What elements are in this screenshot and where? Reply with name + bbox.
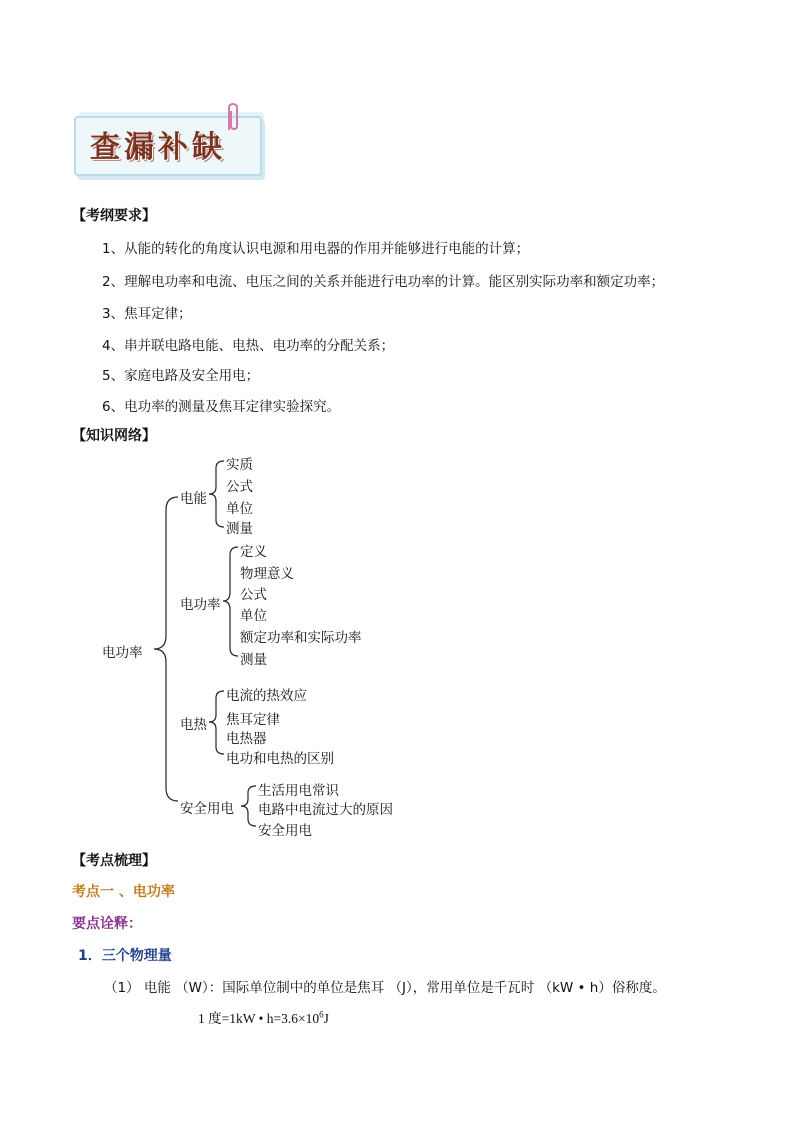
requirement-item: 6、电功率的测量及焦耳定律实验探究。 [102,399,341,415]
tree-leaf: 定义 [240,544,267,560]
banner-title: 查漏补缺 [90,130,226,165]
tree-branch-label: 电热 [180,717,207,733]
tree-leaf: 物理意义 [240,566,294,582]
point-title: 考点一 、电功率 [72,884,175,900]
requirement-item: 3、焦耳定律； [102,306,192,322]
tree-leaf: 电热器 [226,731,267,747]
tree-leaf: 测量 [226,521,253,537]
tree-leaf: 安全用电 [258,823,312,839]
body-line: （1） 电能 （W）：国际单位制中的单位是焦耳 （J），常用单位是千瓦时 （kW • h）俗称度。 [104,980,666,996]
formula-prefix: 1 度=1kW • h=3.6×10 [198,1011,320,1026]
formula-exponent: 6 [319,1009,324,1020]
requirement-item: 1、从能的转化的角度认识电源和用电器的作用并能够进行电能的计算； [102,241,530,257]
tree-branch-label: 安全用电 [180,801,234,817]
tree-leaf: 单位 [240,608,267,624]
brace-anquan [241,786,256,826]
explain-title: 要点诠释： [72,916,142,932]
tree-leaf: 公式 [226,479,253,495]
key-points-heading: 【考点梳理】 [72,853,156,869]
tree-root: 电功率 [102,645,143,661]
tree-leaf: 实质 [226,457,253,473]
formula-line [198,1007,329,1027]
tree-leaf: 焦耳定律 [226,712,280,728]
tree-leaf: 公式 [240,587,267,603]
tree-branch-label: 电功率 [180,597,221,613]
requirement-item: 4、串并联电路电能、电热、电功率的分配关系； [102,338,395,354]
tree-leaf: 生活用电常识 [258,783,339,799]
brace-dianneng [209,461,224,527]
tree-leaf: 测量 [240,652,267,668]
sub-title: 1．三个物理量 [78,948,172,964]
brace-dianre [209,691,224,754]
tree-leaf: 电路中电流过大的原因 [258,802,393,818]
brace-main [154,497,178,801]
knowledge-network-heading: 【知识网络】 [72,428,156,444]
exam-requirements-heading: 【考纲要求】 [72,208,156,224]
tree-leaf: 电功和电热的区别 [226,751,334,767]
tree-leaf: 额定功率和实际功率 [240,630,362,646]
tree-leaf: 电流的热效应 [226,688,307,704]
requirement-item: 2、理解电功率和电流、电压之间的关系并能进行电功率的计算。能区别实际功率和额定功率； [102,274,665,290]
brace-diangonglv [223,547,238,656]
tree-branch-label: 电能 [180,491,207,507]
requirement-item: 5、家庭电路及安全用电； [102,368,260,384]
tree-leaf: 单位 [226,501,253,517]
formula-suffix: J [323,1011,329,1026]
